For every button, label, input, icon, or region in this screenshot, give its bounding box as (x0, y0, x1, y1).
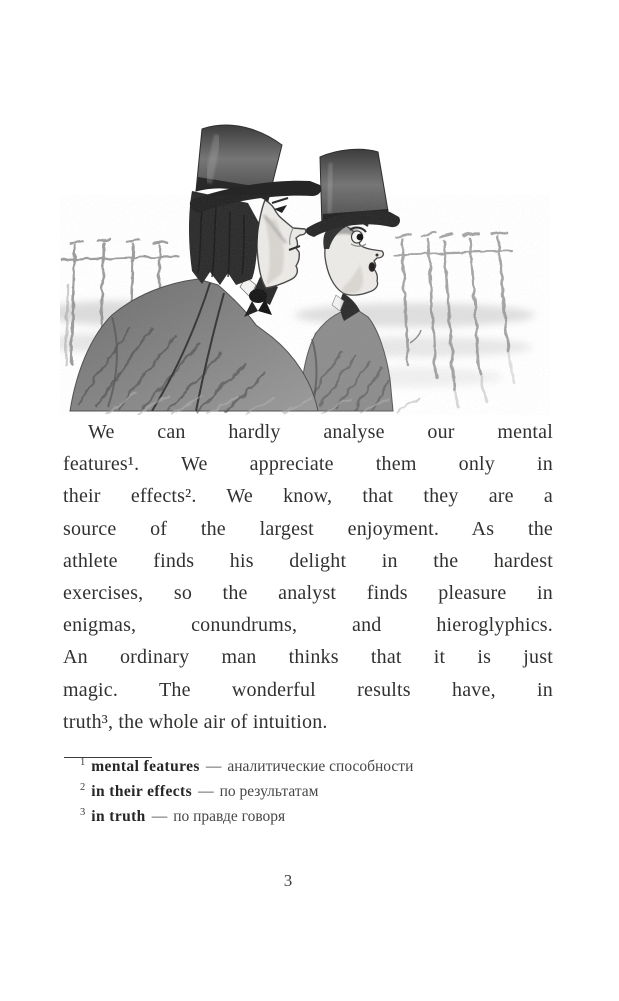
footnote-2: 2 in their effects — по результатам (80, 782, 319, 800)
paragraph-line-4: source of the largest enjoyment. As the (63, 517, 553, 540)
paragraph-line-10: truth³, the whole air of intuition. (63, 710, 328, 733)
footnote-dash: — (151, 808, 168, 825)
main-paragraph (63, 416, 553, 738)
footnote-translation: аналитические способности (227, 758, 414, 775)
paragraph-line-8: An ordinary man thinks that it is just (63, 646, 553, 669)
footnote-dash: — (198, 783, 214, 800)
book-illustration (60, 115, 550, 415)
footnote-term: in truth (91, 808, 146, 825)
paragraph-line-7: enigmas, conundrums, and hieroglyphics. (63, 614, 553, 637)
page-number: 3 (283, 871, 293, 890)
paragraph-line-6: exercises, so the analyst finds pleasure in (63, 582, 553, 605)
footnote-3: 3 in truth — по правде говоря (80, 807, 286, 825)
footnote-dash: — (205, 758, 222, 775)
footnotes (63, 754, 553, 829)
pencil-grain (60, 215, 530, 415)
footnote-1: 1 mental features — аналитические способности (80, 757, 414, 775)
footnote-translation: по правде говоря (173, 808, 286, 825)
footnote-term: mental features (91, 758, 200, 775)
footnote-translation: по результатам (219, 783, 319, 800)
paragraph-line-1: We can hardly analyse our mental (88, 421, 553, 443)
paragraph-line-5: athlete finds his delight in the hardest (63, 549, 553, 572)
footnote-term: in their effects (91, 783, 193, 800)
paragraph-line-9: magic. The wonderful results have, in (63, 678, 553, 701)
paragraph-line-3: their effects². We know, that they are a (63, 485, 553, 508)
paragraph-line-2: features¹. We appreciate them only in (63, 453, 553, 476)
